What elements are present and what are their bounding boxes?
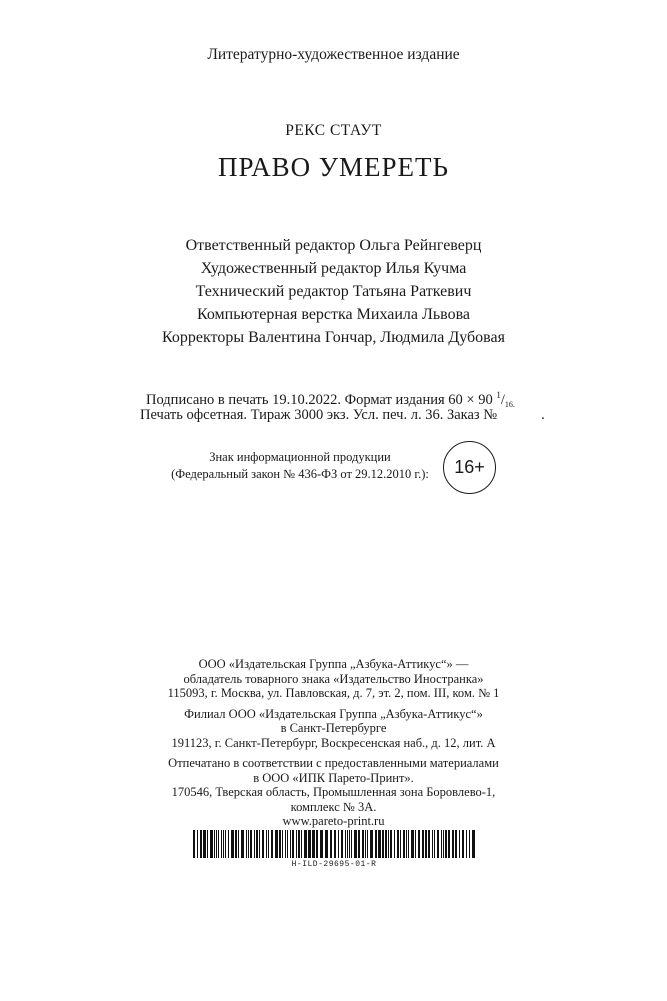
- publisher-line: обладатель товарного знака «Издательство Иностранка»: [183, 671, 484, 686]
- author-name: РЕКС СТАУТ: [285, 122, 382, 139]
- barcode-bar: [308, 830, 311, 858]
- credit-line: Компьютерная верстка Михаила Львова: [196, 306, 471, 323]
- printer-line: в ООО «ИПК Парето-Принт».: [253, 770, 414, 785]
- publisher-line: в Санкт-Петербурге: [280, 721, 387, 735]
- barcode-bar: [443, 830, 444, 858]
- barcode-bar: [385, 830, 387, 858]
- barcode-bar: [338, 830, 339, 858]
- barcode-bar: [266, 830, 267, 858]
- barcode-bar: [388, 830, 389, 858]
- barcode-bar: [203, 830, 206, 858]
- barcode-bar: [448, 830, 450, 858]
- barcode-bar: [397, 830, 399, 858]
- format-numerator: 1: [496, 390, 501, 400]
- info-product-line-2: (Федеральный закон № 436-ФЗ от 29.12.2010 г.):: [171, 467, 429, 481]
- barcode-bar: [472, 830, 475, 858]
- credit-line: Технический редактор Татьяна Раткевич: [195, 283, 472, 300]
- barcode-bar: [462, 830, 464, 858]
- barcode-bar: [210, 830, 213, 858]
- barcode-bar: [292, 830, 294, 858]
- barcode-bar: [316, 830, 318, 858]
- barcode-bar: [411, 830, 414, 858]
- barcode-bars: [193, 830, 475, 858]
- barcode-bar: [259, 830, 260, 858]
- age-rating-text: 16+: [454, 457, 485, 477]
- barcode-bar: [365, 830, 366, 858]
- barcode: [193, 830, 475, 869]
- barcode-bar: [221, 830, 222, 858]
- barcode-bar: [301, 830, 302, 858]
- print-run-end: .: [541, 407, 545, 423]
- barcode-bar: [434, 830, 435, 858]
- barcode-bar: [375, 830, 377, 858]
- barcode-bar: [403, 830, 405, 858]
- barcode-bar: [422, 830, 424, 858]
- barcode-bar: [231, 830, 234, 858]
- barcode-bar: [418, 830, 420, 858]
- barcode-bar: [358, 830, 360, 858]
- barcode-bar: [400, 830, 401, 858]
- barcode-bar: [197, 830, 198, 858]
- barcode-bar: [290, 830, 291, 858]
- barcode-code: H-ILD-29695-01-R: [291, 860, 377, 869]
- format-denominator: 16: [504, 400, 513, 409]
- publisher-info: [0, 657, 667, 829]
- barcode-bar: [382, 830, 384, 858]
- printer-block: [0, 756, 667, 829]
- barcode-bar: [200, 830, 202, 858]
- signed-for-print-text: Подписано в печать 19.10.2022. Формат издания 60 × 90: [146, 392, 493, 408]
- printer-line: Отпечатано в соответствии с предоставленными материалами: [168, 756, 499, 770]
- barcode-bar: [406, 830, 407, 858]
- barcode-bar: [370, 830, 373, 858]
- barcode-bar: [193, 830, 195, 858]
- barcode-bar: [241, 830, 244, 858]
- printer-line: комплекс № 3А.: [290, 799, 377, 814]
- barcode-bar: [367, 830, 368, 858]
- credits-list: [0, 234, 667, 349]
- barcode-bar: [334, 830, 336, 858]
- barcode-bar: [268, 830, 269, 858]
- barcode-bar: [441, 830, 442, 858]
- barcode-bar: [459, 830, 460, 858]
- barcode-bar: [271, 830, 273, 858]
- barcode-bar: [218, 830, 219, 858]
- info-product-label: [165, 449, 435, 483]
- barcode-bar: [235, 830, 237, 858]
- barcode-bar: [394, 830, 395, 858]
- barcode-bar: [298, 830, 300, 858]
- barcode-bar: [437, 830, 439, 858]
- barcode-bar: [285, 830, 286, 858]
- barcode-bar: [345, 830, 346, 858]
- barcode-bar: [415, 830, 416, 858]
- barcode-bar: [354, 830, 357, 858]
- barcode-bar: [351, 830, 352, 858]
- barcode-bar: [207, 830, 208, 858]
- barcode-bar: [347, 830, 348, 858]
- publisher-line: Филиал ООО «Издательская Группа „Азбука-Аттикус“»: [184, 706, 483, 721]
- barcode-bar: [256, 830, 258, 858]
- publisher-block-main: [0, 657, 667, 701]
- publisher-line: 191123, г. Санкт-Петербург, Воскресенская наб., д. 12, лит. А: [171, 735, 496, 750]
- barcode-bar: [275, 830, 278, 858]
- barcode-bar: [262, 830, 264, 858]
- barcode-bar: [320, 830, 323, 858]
- info-product-line-1: Знак информационной продукции: [209, 450, 391, 464]
- credit-line: Ответственный редактор Ольга Рейнгеверц: [185, 237, 482, 254]
- barcode-bar: [390, 830, 392, 858]
- publisher-line: ООО «Издательская Группа „Азбука-Аттикус“» —: [198, 657, 469, 671]
- barcode-bar: [445, 830, 447, 858]
- barcode-bar: [304, 830, 307, 858]
- edition-type: Литературно-художественное издание: [207, 46, 460, 63]
- barcode-bar: [225, 830, 226, 858]
- barcode-bar: [246, 830, 247, 858]
- barcode-bar: [362, 830, 364, 858]
- barcode-bar: [432, 830, 433, 858]
- barcode-bar: [466, 830, 467, 858]
- barcode-bar: [469, 830, 470, 858]
- barcode-bar: [428, 830, 430, 858]
- barcode-bar: [325, 830, 328, 858]
- age-rating-badge: [443, 441, 496, 494]
- barcode-bar: [425, 830, 427, 858]
- barcode-bar: [408, 830, 409, 858]
- barcode-bar: [282, 830, 283, 858]
- barcode-bar: [287, 830, 288, 858]
- barcode-bar: [254, 830, 255, 858]
- barcode-bar: [228, 830, 229, 858]
- barcode-bar: [279, 830, 281, 858]
- barcode-bar: [455, 830, 457, 858]
- barcode-bar: [223, 830, 224, 858]
- barcode-bar: [214, 830, 215, 858]
- printer-line: 170546, Тверская область, Промышленная зона Боровлево-1,: [171, 785, 496, 799]
- publisher-block-branch: [0, 707, 667, 751]
- barcode-bar: [452, 830, 454, 858]
- book-title: ПРАВО УМЕРЕТЬ: [218, 152, 449, 182]
- barcode-bar: [250, 830, 252, 858]
- format-end: .: [512, 400, 515, 409]
- printer-website: www.pareto-print.ru: [282, 814, 385, 828]
- barcode-bar: [216, 830, 217, 858]
- print-run-text: Печать офсетная. Тираж 3000 экз. Усл. печ. л. 36. Заказ №: [140, 407, 498, 423]
- publisher-line: 115093, г. Москва, ул. Павловская, д. 7, эт. 2, пом. III, ком. № 1: [167, 686, 500, 700]
- barcode-bar: [378, 830, 381, 858]
- print-info-line-2: [140, 405, 545, 425]
- barcode-bar: [341, 830, 343, 858]
- credit-line: Корректоры Валентина Гончар, Людмила Дубовая: [162, 329, 505, 346]
- barcode-bar: [248, 830, 249, 858]
- barcode-bar: [296, 830, 297, 858]
- barcode-bar: [349, 830, 350, 858]
- barcode-bar: [238, 830, 239, 858]
- credit-line: Художественный редактор Илья Кучма: [200, 260, 467, 277]
- format-fraction: $^1/_{16.}$: [496, 390, 515, 409]
- barcode-bar: [330, 830, 332, 858]
- barcode-bar: [312, 830, 315, 858]
